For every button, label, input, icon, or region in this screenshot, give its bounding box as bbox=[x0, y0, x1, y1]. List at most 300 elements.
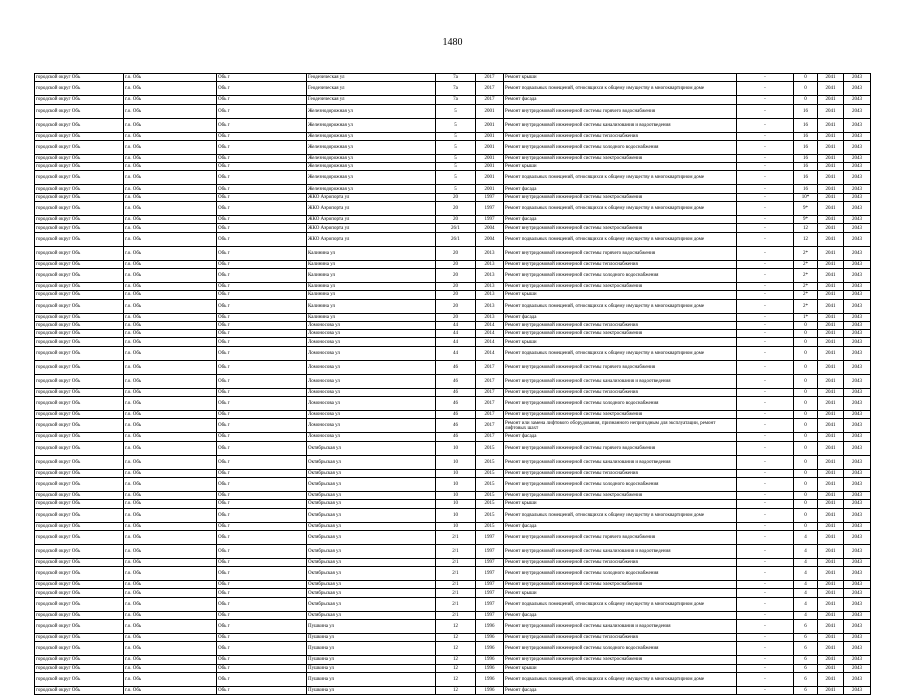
house-cell: 26/1 bbox=[436, 224, 476, 232]
dash-cell: - bbox=[737, 202, 794, 216]
year-cell: 1997 bbox=[476, 193, 504, 201]
locality-cell: Обь г bbox=[217, 216, 307, 224]
start-year-cell: 2041 bbox=[818, 154, 844, 162]
start-year-cell: 2041 bbox=[818, 374, 844, 388]
end-year-cell: 2043 bbox=[844, 686, 871, 694]
dash-cell: - bbox=[737, 118, 794, 132]
wear-cell: 0 bbox=[794, 346, 818, 360]
end-year-cell: 2043 bbox=[844, 411, 871, 419]
locality-cell: Обь г bbox=[217, 330, 307, 338]
end-year-cell: 2043 bbox=[844, 171, 871, 185]
district-cell: городской округ Обь bbox=[35, 500, 124, 508]
start-year-cell: 2041 bbox=[818, 291, 844, 299]
table-row bbox=[35, 232, 871, 246]
district-cell: городской округ Обь bbox=[35, 216, 124, 224]
work-type-cell: Ремонт внутридомовой инженерной системы электроснабжения bbox=[504, 411, 737, 419]
start-year-cell: 2041 bbox=[818, 544, 844, 558]
municipality-cell: г.о. Обь bbox=[124, 232, 217, 246]
locality-cell: Обь г bbox=[217, 642, 307, 656]
dash-cell: - bbox=[737, 508, 794, 522]
year-cell: 2001 bbox=[476, 163, 504, 171]
house-cell: 10 bbox=[436, 508, 476, 522]
work-type-cell: Ремонт подвальных помещений, относящихся к общему имуществу в многоквартирном доме bbox=[504, 202, 737, 216]
dash-cell: - bbox=[737, 185, 794, 193]
table-row bbox=[35, 500, 871, 508]
wear-cell: 0 bbox=[794, 411, 818, 419]
year-cell: 2017 bbox=[476, 388, 504, 396]
locality-cell: Обь г bbox=[217, 163, 307, 171]
start-year-cell: 2041 bbox=[818, 185, 844, 193]
wear-cell: 0 bbox=[794, 500, 818, 508]
work-type-cell: Ремонт фасада bbox=[504, 686, 737, 694]
table-row bbox=[35, 268, 871, 282]
dash-cell: - bbox=[737, 567, 794, 581]
district-cell: городской округ Обь bbox=[35, 589, 124, 597]
street-cell: Железнодорожная ул bbox=[307, 154, 436, 162]
street-cell: Калинина ул bbox=[307, 282, 436, 290]
dash-cell: - bbox=[737, 544, 794, 558]
dash-cell: - bbox=[737, 282, 794, 290]
dash-cell: - bbox=[737, 634, 794, 642]
district-cell: городской округ Обь bbox=[35, 96, 124, 104]
municipality-cell: г.о. Обь bbox=[124, 299, 217, 313]
street-cell: Ломоносова ул bbox=[307, 374, 436, 388]
wear-cell: 0 bbox=[794, 397, 818, 411]
start-year-cell: 2041 bbox=[818, 419, 844, 433]
district-cell: городской округ Обь bbox=[35, 620, 124, 634]
work-type-cell: Ремонт внутридомовой инженерной системы теплоснабжения bbox=[504, 558, 737, 566]
district-cell: городской округ Обь bbox=[35, 299, 124, 313]
end-year-cell: 2043 bbox=[844, 589, 871, 597]
start-year-cell: 2041 bbox=[818, 620, 844, 634]
start-year-cell: 2041 bbox=[818, 163, 844, 171]
locality-cell: Обь г bbox=[217, 118, 307, 132]
municipality-cell: г.о. Обь bbox=[124, 104, 217, 118]
municipality-cell: г.о. Обь bbox=[124, 260, 217, 268]
street-cell: Калинина ул bbox=[307, 246, 436, 260]
district-cell: городской округ Обь bbox=[35, 530, 124, 544]
end-year-cell: 2043 bbox=[844, 491, 871, 499]
locality-cell: Обь г bbox=[217, 634, 307, 642]
house-cell: 2/1 bbox=[436, 530, 476, 544]
district-cell: городской округ Обь bbox=[35, 246, 124, 260]
street-cell: Октябрьская ул bbox=[307, 530, 436, 544]
house-cell: 12 bbox=[436, 664, 476, 672]
locality-cell: Обь г bbox=[217, 299, 307, 313]
locality-cell: Обь г bbox=[217, 589, 307, 597]
end-year-cell: 2043 bbox=[844, 216, 871, 224]
dash-cell: - bbox=[737, 611, 794, 619]
locality-cell: Обь г bbox=[217, 193, 307, 201]
street-cell: Ломоносова ул bbox=[307, 388, 436, 396]
dash-cell: - bbox=[737, 82, 794, 96]
table-row bbox=[35, 282, 871, 290]
house-cell: 20 bbox=[436, 202, 476, 216]
locality-cell: Обь г bbox=[217, 374, 307, 388]
end-year-cell: 2043 bbox=[844, 419, 871, 433]
district-cell: городской округ Обь bbox=[35, 360, 124, 374]
year-cell: 2017 bbox=[476, 82, 504, 96]
work-type-cell: Ремонт подвальных помещений, относящихся к общему имуществу в многоквартирном доме bbox=[504, 82, 737, 96]
end-year-cell: 2043 bbox=[844, 338, 871, 346]
municipality-cell: г.о. Обь bbox=[124, 522, 217, 530]
district-cell: городской округ Обь bbox=[35, 313, 124, 321]
locality-cell: Обь г bbox=[217, 581, 307, 589]
table-row bbox=[35, 185, 871, 193]
municipality-cell: г.о. Обь bbox=[124, 338, 217, 346]
year-cell: 2015 bbox=[476, 508, 504, 522]
end-year-cell: 2043 bbox=[844, 282, 871, 290]
end-year-cell: 2043 bbox=[844, 455, 871, 469]
street-cell: Калинина ул bbox=[307, 260, 436, 268]
start-year-cell: 2041 bbox=[818, 491, 844, 499]
work-type-cell: Ремонт подвальных помещений, относящихся к общему имуществу в многоквартирном доме bbox=[504, 299, 737, 313]
dash-cell: - bbox=[737, 163, 794, 171]
locality-cell: Обь г bbox=[217, 567, 307, 581]
dash-cell: - bbox=[737, 581, 794, 589]
start-year-cell: 2041 bbox=[818, 508, 844, 522]
table-row bbox=[35, 522, 871, 530]
dash-cell: - bbox=[737, 299, 794, 313]
street-cell: Железнодорожная ул bbox=[307, 163, 436, 171]
wear-cell: 4 bbox=[794, 597, 818, 611]
locality-cell: Обь г bbox=[217, 491, 307, 499]
work-type-cell: Ремонт внутридомовой инженерной системы канализования и водоотведения bbox=[504, 455, 737, 469]
start-year-cell: 2041 bbox=[818, 388, 844, 396]
start-year-cell: 2041 bbox=[818, 611, 844, 619]
start-year-cell: 2041 bbox=[818, 268, 844, 282]
year-cell: 2013 bbox=[476, 246, 504, 260]
work-type-cell: Ремонт фасада bbox=[504, 216, 737, 224]
street-cell: Ломоносова ул bbox=[307, 419, 436, 433]
work-type-cell: Ремонт крыши bbox=[504, 74, 737, 82]
locality-cell: Обь г bbox=[217, 530, 307, 544]
street-cell: Геодезическая ул bbox=[307, 82, 436, 96]
district-cell: городской округ Обь bbox=[35, 419, 124, 433]
street-cell: Геодезическая ул bbox=[307, 74, 436, 82]
district-cell: городской округ Обь bbox=[35, 411, 124, 419]
house-cell: 46 bbox=[436, 433, 476, 441]
district-cell: городской округ Обь bbox=[35, 193, 124, 201]
end-year-cell: 2043 bbox=[844, 544, 871, 558]
start-year-cell: 2041 bbox=[818, 140, 844, 154]
end-year-cell: 2043 bbox=[844, 96, 871, 104]
year-cell: 2013 bbox=[476, 291, 504, 299]
wear-cell: 6 bbox=[794, 686, 818, 694]
table-row bbox=[35, 96, 871, 104]
house-cell: 5 bbox=[436, 118, 476, 132]
municipality-cell: г.о. Обь bbox=[124, 611, 217, 619]
dash-cell: - bbox=[737, 522, 794, 530]
work-type-cell: Ремонт внутридомовой инженерной системы электроснабжения bbox=[504, 656, 737, 664]
start-year-cell: 2041 bbox=[818, 282, 844, 290]
dash-cell: - bbox=[737, 291, 794, 299]
start-year-cell: 2041 bbox=[818, 581, 844, 589]
year-cell: 2004 bbox=[476, 224, 504, 232]
municipality-cell: г.о. Обь bbox=[124, 82, 217, 96]
wear-cell: 0 bbox=[794, 74, 818, 82]
table-row bbox=[35, 74, 871, 82]
locality-cell: Обь г bbox=[217, 154, 307, 162]
table-row bbox=[35, 664, 871, 672]
street-cell: Октябрьская ул bbox=[307, 500, 436, 508]
year-cell: 1997 bbox=[476, 544, 504, 558]
wear-cell: 0 bbox=[794, 469, 818, 477]
locality-cell: Обь г bbox=[217, 664, 307, 672]
work-type-cell: Ремонт крыши bbox=[504, 500, 737, 508]
table-row bbox=[35, 672, 871, 686]
house-cell: 2/1 bbox=[436, 567, 476, 581]
wear-cell: 16 bbox=[794, 104, 818, 118]
table-row bbox=[35, 567, 871, 581]
table-row bbox=[35, 411, 871, 419]
wear-cell: 0 bbox=[794, 441, 818, 455]
dash-cell: - bbox=[737, 672, 794, 686]
street-cell: Ломоносова ул bbox=[307, 346, 436, 360]
year-cell: 1997 bbox=[476, 611, 504, 619]
dash-cell: - bbox=[737, 664, 794, 672]
locality-cell: Обь г bbox=[217, 686, 307, 694]
locality-cell: Обь г bbox=[217, 246, 307, 260]
end-year-cell: 2043 bbox=[844, 388, 871, 396]
street-cell: Ломоносова ул bbox=[307, 397, 436, 411]
year-cell: 2013 bbox=[476, 299, 504, 313]
street-cell: Октябрьская ул bbox=[307, 581, 436, 589]
locality-cell: Обь г bbox=[217, 321, 307, 329]
locality-cell: Обь г bbox=[217, 360, 307, 374]
municipality-cell: г.о. Обь bbox=[124, 224, 217, 232]
district-cell: городской округ Обь bbox=[35, 282, 124, 290]
municipality-cell: г.о. Обь bbox=[124, 313, 217, 321]
start-year-cell: 2041 bbox=[818, 469, 844, 477]
municipality-cell: г.о. Обь bbox=[124, 171, 217, 185]
work-type-cell: Ремонт внутридомовой инженерной системы канализования и водоотведения bbox=[504, 374, 737, 388]
wear-cell: 0 bbox=[794, 388, 818, 396]
capital-repair-table bbox=[34, 73, 871, 695]
street-cell: Октябрьская ул bbox=[307, 567, 436, 581]
municipality-cell: г.о. Обь bbox=[124, 567, 217, 581]
house-cell: 5 bbox=[436, 154, 476, 162]
table-row bbox=[35, 338, 871, 346]
municipality-cell: г.о. Обь bbox=[124, 118, 217, 132]
dash-cell: - bbox=[737, 374, 794, 388]
municipality-cell: г.о. Обь bbox=[124, 477, 217, 491]
municipality-cell: г.о. Обь bbox=[124, 374, 217, 388]
table-row bbox=[35, 589, 871, 597]
dash-cell: - bbox=[737, 686, 794, 694]
municipality-cell: г.о. Обь bbox=[124, 154, 217, 162]
end-year-cell: 2043 bbox=[844, 299, 871, 313]
house-cell: 46 bbox=[436, 388, 476, 396]
year-cell: 2015 bbox=[476, 469, 504, 477]
wear-cell: 16 bbox=[794, 163, 818, 171]
locality-cell: Обь г bbox=[217, 260, 307, 268]
street-cell: Железнодорожная ул bbox=[307, 185, 436, 193]
end-year-cell: 2043 bbox=[844, 193, 871, 201]
dash-cell: - bbox=[737, 260, 794, 268]
municipality-cell: г.о. Обь bbox=[124, 74, 217, 82]
district-cell: городской округ Обь bbox=[35, 491, 124, 499]
year-cell: 2004 bbox=[476, 232, 504, 246]
municipality-cell: г.о. Обь bbox=[124, 530, 217, 544]
work-type-cell: Ремонт внутридомовой инженерной системы горячего водоснабжения bbox=[504, 530, 737, 544]
wear-cell: 12 bbox=[794, 224, 818, 232]
dash-cell: - bbox=[737, 338, 794, 346]
street-cell: Пушкина ул bbox=[307, 634, 436, 642]
street-cell: Пушкина ул bbox=[307, 686, 436, 694]
dash-cell: - bbox=[737, 224, 794, 232]
district-cell: городской округ Обь bbox=[35, 397, 124, 411]
wear-cell: 6 bbox=[794, 664, 818, 672]
end-year-cell: 2043 bbox=[844, 642, 871, 656]
municipality-cell: г.о. Обь bbox=[124, 246, 217, 260]
table-row bbox=[35, 611, 871, 619]
dash-cell: - bbox=[737, 530, 794, 544]
start-year-cell: 2041 bbox=[818, 360, 844, 374]
end-year-cell: 2043 bbox=[844, 74, 871, 82]
table-row bbox=[35, 419, 871, 433]
street-cell: Ломоносова ул bbox=[307, 338, 436, 346]
table-row bbox=[35, 656, 871, 664]
table-body bbox=[35, 74, 871, 695]
work-type-cell: Ремонт крыши bbox=[504, 291, 737, 299]
work-type-cell: Ремонт внутридомовой инженерной системы электроснабжения bbox=[504, 330, 737, 338]
district-cell: городской округ Обь bbox=[35, 558, 124, 566]
locality-cell: Обь г bbox=[217, 104, 307, 118]
wear-cell: 16 bbox=[794, 132, 818, 140]
street-cell: Калинина ул bbox=[307, 268, 436, 282]
work-type-cell: Ремонт или замена лифтового оборудования, признанного непригодным для эксплуатации, ремонт лифтовых шахт bbox=[504, 419, 737, 433]
locality-cell: Обь г bbox=[217, 224, 307, 232]
end-year-cell: 2043 bbox=[844, 664, 871, 672]
municipality-cell: г.о. Обь bbox=[124, 411, 217, 419]
wear-cell: 16 bbox=[794, 140, 818, 154]
wear-cell: 0 bbox=[794, 338, 818, 346]
year-cell: 2015 bbox=[476, 455, 504, 469]
house-cell: 10 bbox=[436, 477, 476, 491]
table-row bbox=[35, 104, 871, 118]
work-type-cell: Ремонт подвальных помещений, относящихся к общему имуществу в многоквартирном доме bbox=[504, 171, 737, 185]
wear-cell: 0 bbox=[794, 360, 818, 374]
district-cell: городской округ Обь bbox=[35, 597, 124, 611]
locality-cell: Обь г bbox=[217, 672, 307, 686]
work-type-cell: Ремонт подвальных помещений, относящихся к общему имуществу в многоквартирном доме bbox=[504, 346, 737, 360]
end-year-cell: 2043 bbox=[844, 567, 871, 581]
year-cell: 2001 bbox=[476, 104, 504, 118]
year-cell: 2001 bbox=[476, 118, 504, 132]
district-cell: городской округ Обь bbox=[35, 672, 124, 686]
start-year-cell: 2041 bbox=[818, 118, 844, 132]
district-cell: городской округ Обь bbox=[35, 477, 124, 491]
district-cell: городской округ Обь bbox=[35, 140, 124, 154]
table-row bbox=[35, 686, 871, 694]
dash-cell: - bbox=[737, 154, 794, 162]
year-cell: 2014 bbox=[476, 321, 504, 329]
wear-cell: 6 bbox=[794, 620, 818, 634]
table-row bbox=[35, 477, 871, 491]
table-row bbox=[35, 634, 871, 642]
house-cell: 46 bbox=[436, 360, 476, 374]
wear-cell: 0 bbox=[794, 455, 818, 469]
start-year-cell: 2041 bbox=[818, 246, 844, 260]
table-row bbox=[35, 330, 871, 338]
year-cell: 1996 bbox=[476, 672, 504, 686]
municipality-cell: г.о. Обь bbox=[124, 597, 217, 611]
start-year-cell: 2041 bbox=[818, 664, 844, 672]
table-row bbox=[35, 260, 871, 268]
house-cell: 20 bbox=[436, 193, 476, 201]
municipality-cell: г.о. Обь bbox=[124, 544, 217, 558]
street-cell: Ломоносова ул bbox=[307, 433, 436, 441]
street-cell: Ломоносова ул bbox=[307, 321, 436, 329]
start-year-cell: 2041 bbox=[818, 202, 844, 216]
work-type-cell: Ремонт внутридомовой инженерной системы теплоснабжения bbox=[504, 634, 737, 642]
start-year-cell: 2041 bbox=[818, 530, 844, 544]
street-cell: Октябрьская ул bbox=[307, 522, 436, 530]
start-year-cell: 2041 bbox=[818, 455, 844, 469]
locality-cell: Обь г bbox=[217, 232, 307, 246]
end-year-cell: 2043 bbox=[844, 611, 871, 619]
municipality-cell: г.о. Обь bbox=[124, 469, 217, 477]
work-type-cell: Ремонт подвальных помещений, относящихся к общему имуществу в многоквартирном доме bbox=[504, 597, 737, 611]
start-year-cell: 2041 bbox=[818, 500, 844, 508]
street-cell: Пушкина ул bbox=[307, 656, 436, 664]
start-year-cell: 2041 bbox=[818, 634, 844, 642]
work-type-cell: Ремонт внутридомовой инженерной системы теплоснабжения bbox=[504, 388, 737, 396]
start-year-cell: 2041 bbox=[818, 433, 844, 441]
district-cell: городской округ Обь bbox=[35, 132, 124, 140]
district-cell: городской округ Обь bbox=[35, 202, 124, 216]
district-cell: городской округ Обь bbox=[35, 104, 124, 118]
year-cell: 2013 bbox=[476, 313, 504, 321]
house-cell: 12 bbox=[436, 634, 476, 642]
house-cell: 20 bbox=[436, 268, 476, 282]
municipality-cell: г.о. Обь bbox=[124, 500, 217, 508]
end-year-cell: 2043 bbox=[844, 163, 871, 171]
table-row bbox=[35, 82, 871, 96]
dash-cell: - bbox=[737, 433, 794, 441]
start-year-cell: 2041 bbox=[818, 567, 844, 581]
end-year-cell: 2043 bbox=[844, 477, 871, 491]
street-cell: Октябрьская ул bbox=[307, 589, 436, 597]
table-row bbox=[35, 313, 871, 321]
locality-cell: Обь г bbox=[217, 597, 307, 611]
start-year-cell: 2041 bbox=[818, 597, 844, 611]
work-type-cell: Ремонт внутридомовой инженерной системы электроснабжения bbox=[504, 154, 737, 162]
table-row bbox=[35, 374, 871, 388]
year-cell: 2013 bbox=[476, 268, 504, 282]
district-cell: городской округ Обь bbox=[35, 74, 124, 82]
locality-cell: Обь г bbox=[217, 202, 307, 216]
work-type-cell: Ремонт фасада bbox=[504, 96, 737, 104]
end-year-cell: 2043 bbox=[844, 558, 871, 566]
year-cell: 2017 bbox=[476, 411, 504, 419]
start-year-cell: 2041 bbox=[818, 193, 844, 201]
wear-cell: 2* bbox=[794, 282, 818, 290]
dash-cell: - bbox=[737, 642, 794, 656]
end-year-cell: 2043 bbox=[844, 246, 871, 260]
start-year-cell: 2041 bbox=[818, 642, 844, 656]
work-type-cell: Ремонт фасада bbox=[504, 611, 737, 619]
house-cell: 46 bbox=[436, 419, 476, 433]
end-year-cell: 2043 bbox=[844, 132, 871, 140]
district-cell: городской округ Обь bbox=[35, 455, 124, 469]
municipality-cell: г.о. Обь bbox=[124, 321, 217, 329]
district-cell: городской округ Обь bbox=[35, 374, 124, 388]
house-cell: 12 bbox=[436, 672, 476, 686]
house-cell: 10 bbox=[436, 441, 476, 455]
wear-cell: 2* bbox=[794, 246, 818, 260]
